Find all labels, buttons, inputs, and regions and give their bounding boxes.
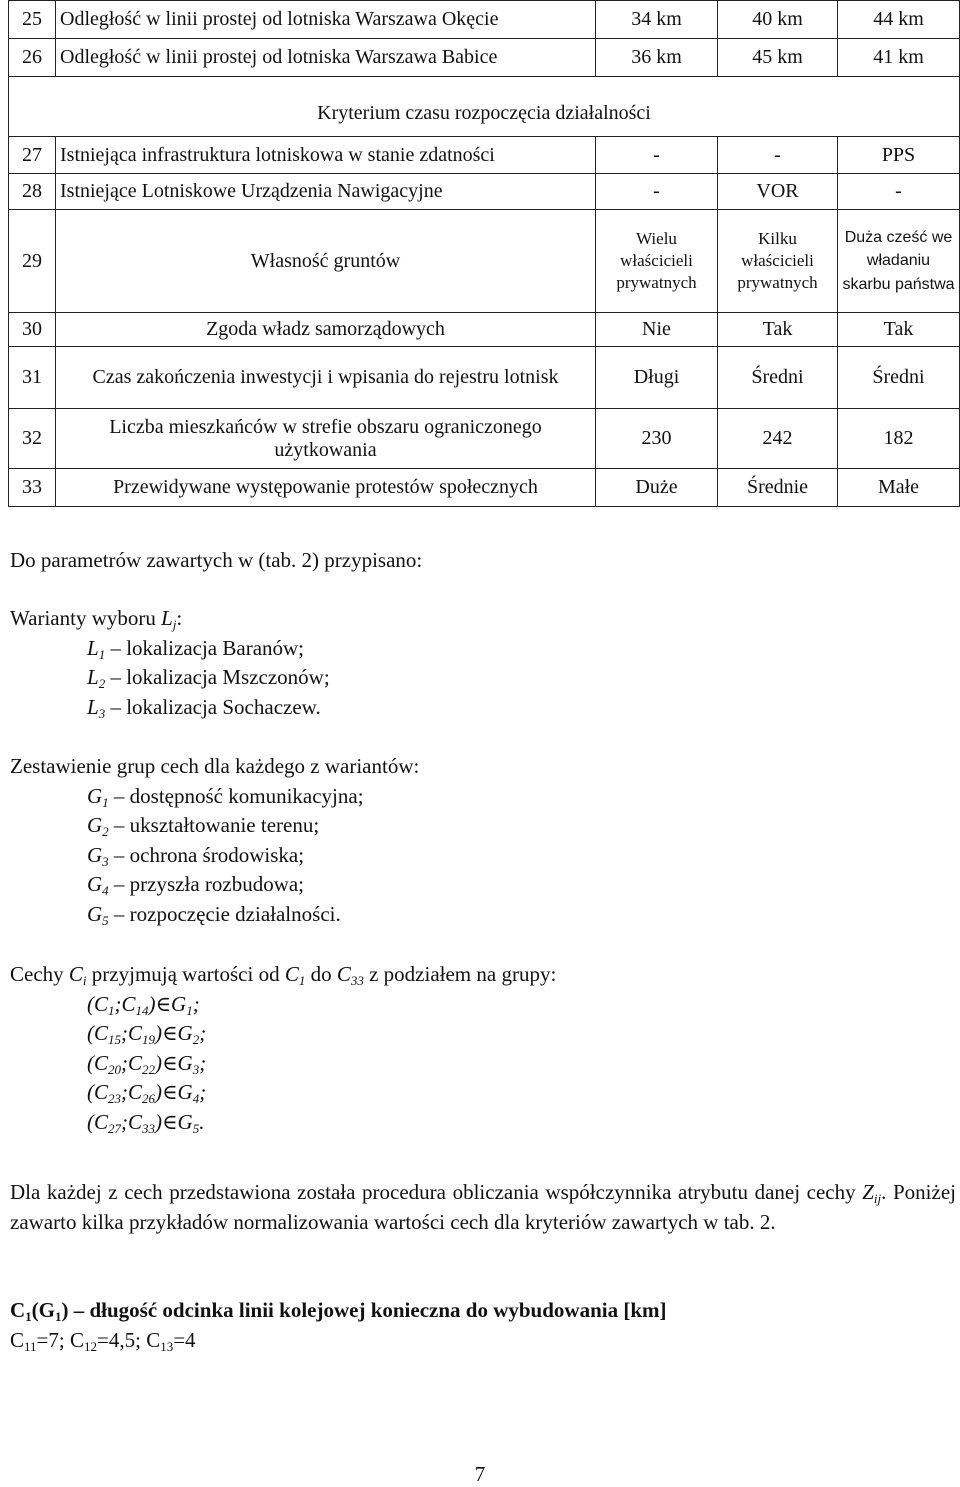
table-row (9, 137, 960, 174)
item-symbol: G (87, 813, 103, 838)
item-symbol: L (87, 635, 99, 660)
item-symbol: G (87, 842, 103, 867)
symbol: C (284, 962, 299, 986)
row-value-l2: VOR (718, 174, 838, 210)
symbol: C (10, 1327, 25, 1352)
subscript: 26 (142, 1091, 155, 1107)
assignment-list (10, 990, 956, 1138)
subscript: 22 (142, 1061, 155, 1077)
row-number: 32 (9, 409, 56, 469)
table-row (9, 174, 960, 210)
variants-symbol: L (161, 606, 173, 630)
symbol: C (336, 962, 351, 986)
row-criterion: Czas zakończenia inwestycji i wpisania do rejestru lotnisk (56, 347, 596, 409)
row-number: 33 (9, 469, 56, 507)
row-number: 26 (9, 39, 56, 77)
subscript: 5 (192, 1120, 200, 1136)
row-value-l1: - (596, 174, 718, 210)
row-criterion: Odległość w linii prostej od lotniska Warszawa Babice (56, 39, 596, 77)
intro-text: Do parametrów zawartych w (tab. 2) przypisano: (10, 548, 423, 572)
assignment-line (10, 1049, 956, 1079)
list-item (10, 900, 956, 930)
subscript: 1 (25, 1309, 32, 1324)
formula-part: ;C (121, 1050, 142, 1075)
list-item (10, 663, 956, 693)
item-symbol: G (87, 783, 103, 808)
row-criterion: Istniejące Lotniskowe Urządzenia Nawigacyjne (56, 174, 596, 210)
item-text: – lokalizacja Baranów; (105, 635, 305, 660)
row-criterion: Istniejąca infrastruktura lotniskowa w stanie zdatności (56, 137, 596, 174)
paragraph-text: . Poniżej zawarto kilka przykładów normalizowania wartości cech dla kryteriów zawartych w tab. 2. (10, 1180, 956, 1234)
line-end: ; (199, 1080, 207, 1105)
row-value-l2: Średnie (718, 469, 838, 507)
assignment-line (10, 990, 956, 1020)
item-text: – przyszła rozbudowa; (108, 872, 305, 897)
row-value-l1: Długi (596, 347, 718, 409)
item-subscript: 4 (102, 883, 109, 899)
row-value-l1: Wielu właścicieli prywatnych (596, 210, 718, 313)
symbol: C (10, 1298, 26, 1322)
formula-part: ;C (114, 991, 136, 1016)
subscript: 33 (350, 973, 364, 988)
symbol: C (146, 1327, 161, 1352)
row-number: 27 (9, 137, 56, 174)
text-run: Cechy (10, 962, 69, 986)
page-number: 7 (474, 1462, 486, 1486)
groups-heading: Zestawienie grup cech dla każdego z wariantów: (10, 754, 420, 778)
criteria-table (8, 0, 960, 507)
item-symbol: G (87, 872, 103, 897)
line-end: ; (192, 991, 200, 1016)
subscript: 1 (298, 973, 306, 988)
item-subscript: 1 (98, 646, 106, 662)
item-subscript: 3 (102, 853, 109, 869)
subscript: 19 (142, 1032, 155, 1048)
row-criterion: Własność gruntów (56, 210, 596, 313)
row-value-l3: Duża cześć we władaniu skarbu państwa (838, 210, 960, 313)
assignment-line (10, 1078, 956, 1108)
item-subscript: 3 (98, 705, 106, 721)
table-row (9, 469, 960, 507)
formula-part: (C (87, 1021, 108, 1046)
procedure-paragraph (10, 1178, 956, 1237)
features-heading (10, 960, 956, 990)
subscript: 23 (108, 1091, 121, 1107)
text-run: do (305, 962, 337, 986)
item-symbol: L (87, 694, 99, 719)
row-criterion: Zgoda władz samorządowych (56, 313, 596, 347)
formula-part: ;C (121, 1109, 142, 1134)
item-text: – lokalizacja Mszczonów; (105, 665, 330, 690)
criterion-heading-block (10, 1296, 956, 1355)
symbol: Z (862, 1180, 874, 1204)
item-symbol: G (87, 901, 103, 926)
formula-part: )∈G (155, 1021, 193, 1046)
formula-part: )∈G (148, 991, 187, 1016)
list-item (10, 841, 956, 871)
line-end: . (199, 1109, 205, 1134)
list-item (10, 811, 956, 841)
row-value-l3: PPS (838, 137, 960, 174)
row-value-l2: - (718, 137, 838, 174)
list-item (10, 634, 956, 664)
paragraph-text: Dla każdej z cech przedstawiona została procedura obliczania współczynnika atrybutu danej cechy (10, 1180, 863, 1204)
row-value-l3: 182 (838, 409, 960, 469)
subscript: 11 (24, 1338, 37, 1354)
section-row (9, 77, 960, 137)
variants-subscript: j (172, 617, 177, 632)
subscript: 27 (108, 1120, 121, 1136)
formula-part: ;C (121, 1080, 142, 1105)
row-number: 30 (9, 313, 56, 347)
intro-paragraph (10, 546, 956, 576)
row-number: 25 (9, 1, 56, 39)
subscript: 4 (192, 1091, 200, 1107)
symbol: (G (31, 1298, 55, 1322)
formula-part: )∈G (155, 1109, 193, 1134)
row-value-l1: Duże (596, 469, 718, 507)
row-value-l3: Małe (838, 469, 960, 507)
row-number: 29 (9, 210, 56, 313)
row-value-l3: Średni (838, 347, 960, 409)
row-number: 31 (9, 347, 56, 409)
line-end: ; (199, 1021, 207, 1046)
row-criterion: Odległość w linii prostej od lotniska Warszawa Okęcie (56, 1, 596, 39)
subscript: 20 (108, 1061, 121, 1077)
heading-text: ) – długość odcinka linii kolejowej konieczna do wybudowania [km] (61, 1298, 667, 1322)
row-value-l3: - (838, 174, 960, 210)
value: =4 (173, 1327, 196, 1352)
table-row (9, 210, 960, 313)
table-row (9, 39, 960, 77)
item-text: – dostępność komunikacyjna; (108, 783, 364, 808)
row-value-l2: 242 (718, 409, 838, 469)
table-row (9, 313, 960, 347)
subscript: 13 (160, 1338, 174, 1354)
row-value-l2: Średni (718, 347, 838, 409)
row-value-l1: - (596, 137, 718, 174)
value: =7; (36, 1327, 70, 1352)
item-subscript: 1 (102, 794, 109, 810)
list-item (10, 870, 956, 900)
subscript: 1 (108, 1002, 115, 1018)
row-value-l1: 36 km (596, 39, 718, 77)
formula-part: (C (87, 1109, 108, 1134)
formula-part: ;C (121, 1021, 142, 1046)
groups-block (10, 752, 956, 930)
table-row (9, 347, 960, 409)
list-item (10, 782, 956, 812)
row-value-l1: 34 km (596, 1, 718, 39)
formula-part: (C (87, 991, 108, 1016)
row-criterion: Przewidywane występowanie protestów społecznych (56, 469, 596, 507)
item-text: – ochrona środowiska; (108, 842, 305, 867)
row-value-l1: 230 (596, 409, 718, 469)
value: =4,5; (97, 1327, 147, 1352)
values-line (10, 1326, 956, 1356)
item-symbol: L (87, 665, 99, 690)
subscript: 1 (55, 1309, 62, 1324)
row-value-l3: 44 km (838, 1, 960, 39)
item-text: – rozpoczęcie działalności. (108, 901, 341, 926)
formula-part: (C (87, 1050, 108, 1075)
criterion-heading (10, 1296, 956, 1326)
table-row (9, 1, 960, 39)
subscript: 33 (142, 1120, 155, 1136)
item-text: – ukształtowanie terenu; (108, 813, 320, 838)
subscript: 2 (192, 1032, 200, 1048)
row-value-l3: 41 km (838, 39, 960, 77)
text-run: przyjmują wartości od (86, 962, 285, 986)
features-block (10, 960, 956, 1138)
subscript: 12 (84, 1338, 97, 1354)
symbol: C (69, 1327, 84, 1352)
variants-heading (10, 604, 956, 634)
variants-colon: : (176, 606, 183, 630)
item-subscript: 2 (102, 824, 109, 840)
subscript: i (82, 973, 87, 988)
list-item (10, 693, 956, 723)
formula-part: )∈G (155, 1080, 193, 1105)
item-text: – lokalizacja Sochaczew. (105, 694, 321, 719)
subscript: 14 (135, 1002, 149, 1018)
subscript: 15 (108, 1032, 121, 1048)
row-value-l2: 45 km (718, 39, 838, 77)
row-value-l3: Tak (838, 313, 960, 347)
assignment-line (10, 1108, 956, 1138)
row-number: 28 (9, 174, 56, 210)
line-end: ; (199, 1050, 207, 1075)
variants-block (10, 604, 956, 722)
item-subscript: 2 (98, 676, 106, 692)
formula-part: (C (87, 1080, 108, 1105)
subscript: ij (873, 1191, 882, 1206)
assignment-line (10, 1019, 956, 1049)
row-value-l1: Nie (596, 313, 718, 347)
subscript: 3 (192, 1061, 200, 1077)
formula-part: )∈G (155, 1050, 193, 1075)
item-subscript: 5 (102, 912, 109, 928)
text-run: z podziałem na grupy: (363, 962, 557, 986)
subscript: 1 (186, 1002, 193, 1018)
table-row (9, 409, 960, 469)
row-value-l2: Tak (718, 313, 838, 347)
row-value-l2: 40 km (718, 1, 838, 39)
section-title: Kryterium czasu rozpoczęcia działalności (9, 77, 960, 137)
variants-lead: Warianty wyboru (10, 606, 162, 630)
symbol: C (68, 962, 83, 986)
row-value-l2: Kilku właścicieli prywatnych (718, 210, 838, 313)
row-criterion: Liczba mieszkańców w strefie obszaru ograniczonego użytkowania (56, 409, 596, 469)
